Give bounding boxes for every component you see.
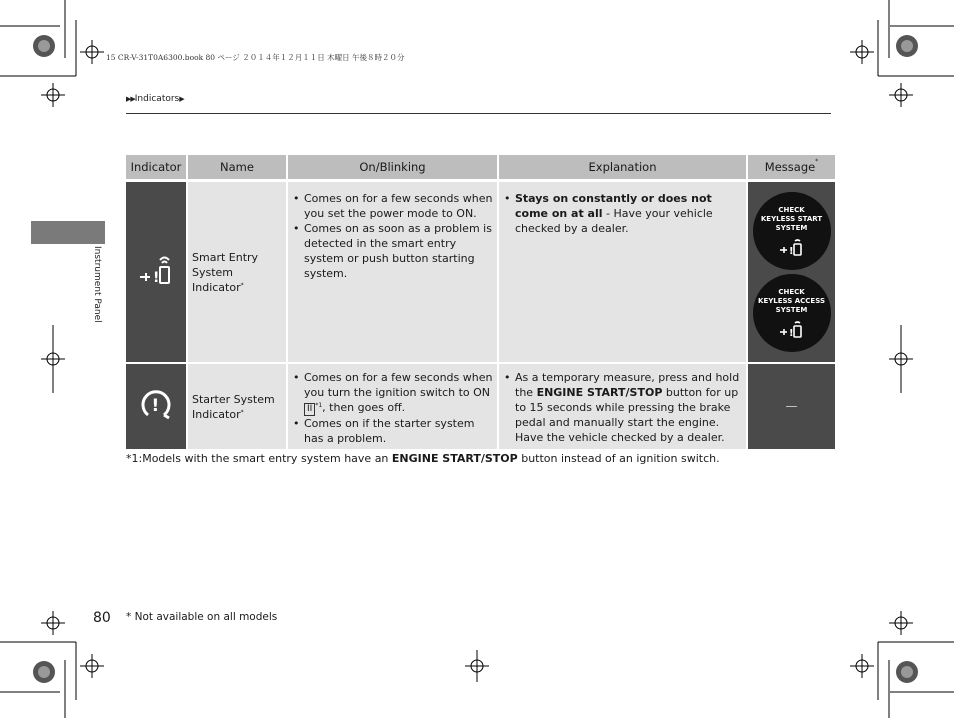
breadcrumb [126, 94, 184, 104]
svg-text:!: ! [788, 328, 794, 338]
footnote-mark: *1 [315, 402, 323, 409]
badge-line: CHECK [778, 288, 805, 296]
starter-system-indicator-icon [138, 387, 174, 423]
on-blinking-cell [288, 182, 497, 362]
list-item [515, 191, 742, 236]
explanation-cell [499, 182, 746, 362]
footnote-ignition [126, 452, 720, 465]
indicator-cell [126, 364, 186, 449]
on-blinking-cell [288, 364, 497, 449]
header-on-blinking: On/Blinking [288, 155, 497, 179]
explanation-bold: ENGINE START/STOP [536, 386, 663, 399]
breadcrumb-arrows: ▶▶ [126, 95, 135, 103]
chapter-label: Instrument Panel [92, 246, 102, 323]
list-item: • Comes on as soon as a problem is detected in the smart entry system or push button starting system. [304, 221, 493, 281]
svg-text:!: ! [788, 246, 794, 256]
on-blinking-text: , then goes off. [322, 401, 406, 414]
table-header-row [126, 155, 835, 179]
message-cell [748, 182, 835, 362]
table-row [126, 182, 835, 362]
message-badge [753, 192, 831, 270]
name-cell [188, 182, 286, 362]
breadcrumb-tail-arrow: ▶ [179, 95, 184, 103]
indicator-table [124, 155, 837, 449]
header-message [748, 155, 835, 179]
header-name: Name [188, 155, 286, 179]
header-message-mark: * [815, 158, 819, 165]
indicator-cell [126, 182, 186, 362]
message-badge [753, 274, 831, 352]
header-explanation: Explanation [499, 155, 746, 179]
chapter-tab [31, 221, 105, 244]
header-indicator: Indicator [126, 155, 186, 179]
badge-line: SYSTEM [775, 306, 808, 314]
header-rule [126, 113, 831, 114]
list-item [515, 370, 742, 445]
row-name-mark: * [240, 408, 244, 416]
svg-text:!: ! [153, 270, 160, 285]
explanation-text: button for up to 15 seconds while pressing the brake pedal and manually start the engine. Have the vehicle checked by a dealer. [515, 386, 739, 444]
message-none: — [785, 399, 798, 413]
key-fob-icon [779, 236, 805, 256]
list-item: • Comes on if the starter system has a problem. [304, 416, 493, 446]
footnote-availability: * Not available on all models [126, 611, 278, 623]
key-fob-icon [779, 318, 805, 338]
badge-line: SYSTEM [775, 224, 808, 232]
footnote-bold: ENGINE START/STOP [391, 452, 518, 465]
header-message-label: Message [764, 160, 816, 174]
table-row [126, 364, 835, 449]
page-number: 80 [93, 610, 111, 626]
smart-entry-indicator-icon [138, 255, 174, 285]
explanation-text: As a temporary measure, press and hold the [515, 371, 740, 399]
breadcrumb-label[interactable]: Indicators [134, 94, 180, 104]
message-cell [748, 364, 835, 449]
svg-text:!: ! [151, 395, 160, 416]
row-name: Smart Entry System Indicator [192, 250, 259, 294]
name-cell [188, 364, 286, 449]
footnote-text: *1:Models with the smart entry system have an [126, 452, 392, 465]
row-name-mark: * [240, 281, 244, 289]
explanation-rest: - Have your vehicle checked by a dealer. [515, 207, 713, 235]
explanation-bold: Stays on constantly or does not come on at all [515, 192, 712, 220]
explanation-cell [499, 364, 746, 449]
badge-line: KEYLESS ACCESS [758, 297, 825, 305]
list-item: • Comes on for a few seconds when you set the power mode to ON. [304, 191, 493, 221]
footnote-text: button instead of an ignition switch. [517, 452, 720, 465]
badge-line: KEYLESS START [760, 215, 823, 223]
ignition-position-icon: II [304, 403, 315, 416]
on-blinking-text: Comes on for a few seconds when you turn the ignition switch to ON [304, 371, 493, 399]
list-item [304, 370, 493, 416]
badge-line: CHECK [778, 206, 805, 214]
row-name: Starter System Indicator [192, 392, 275, 421]
book-header-line: 15 CR-V-31T0A6300.book 80 ページ ２０１４年１２月１１日 木曜日 午後８時２０分 [106, 53, 405, 62]
